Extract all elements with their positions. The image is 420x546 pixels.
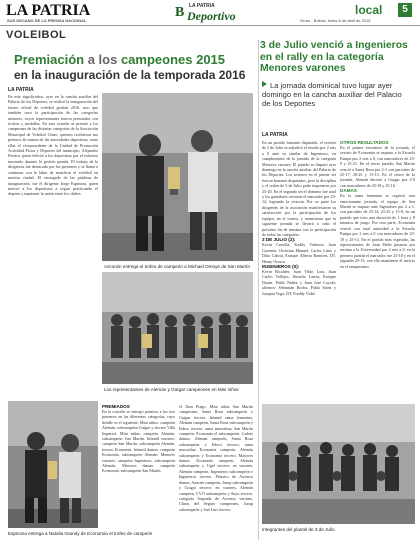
photo-2-caption: Los representantes de Alemán y Gutgar campeones en Mini niños	[104, 387, 239, 392]
right-byline: LA PATRIA	[262, 132, 288, 138]
photo-4-caption: Integrantes del plantel de 3 de Julio	[262, 527, 335, 532]
left-col-3	[102, 404, 175, 526]
photo-mini-ninos	[102, 272, 253, 384]
headline-mid: a los	[84, 52, 121, 67]
damas-text: En la rama femenina se registró otra emocionante jornada, el equipo de San Martín se impuso ante Ingenieros por 2 a 1, con parciales de 25-14, 21-25 y 15-8, en un partido que tuvo una duración de 1 hora y 8 minutos de juego. Por otra parte, Economía venció con total autoridad a la Escuela Pampa por 2 sets a 0 con marcadores de 25-10 y 25-13. En el partido más esperado, las representantes de Juan Pablo pasaron por encima a la Universidad por 2 sets a 0, en la primera partida el marcador fue 25-18 y en el segundo 25-15, con ello mantienen el invicto en el campeonato.	[340, 193, 415, 269]
left-col-1: En este significativo, ayer en la cancha auxiliar del Palacio de los Deportes, se realizó la inauguración del torneo oficial de voleibol gestión 2016, acto que también tuvo la participación de las categorías menores, cuyos representantes fueron premiados con trofeos y medallas. En esta ocasión se premió a los campeones de las distintas categorías de la Asociación Municipal de Voleibol Oruro, quienes recibieron sus premios de manos de las autoridades deportivas, entre ellas el vicepresidente de la Unidad de Promoción Actividad Física y Deportes del municipio, Alejandro Pereira, quien felicitó a los deportistas por el esfuerzo mostrado durante la gestión pasada. El trabajo de la dirigencia fue destacado por los presentes y se llamó a continuar con la labor de masificar el voleibol en nuestra ciudad. El encargado de las palabras de inauguración, fue el dirigente Jorge Espinoza, quien motivó a los deportistas a seguir practicando el deporte y mantener la unión entre los clubes.	[8, 94, 98, 197]
headline-pre: Premiación	[14, 52, 85, 67]
premiados-text: En la ocasión se entregó premios a los tres primeros en las diferentes categorías, cuyo detalle es el siguiente: Mini niños: campeón Alemán, subcampeón Gutgar y tercero Villa Imperial. Mini niñas: campeón Alemán, subcampeón San Martín. Infantil varones: campeón San Martín, subcampeón Alemán, tercero Economía. Infantil damas: campeón Economía, subcampeón Alemán. Menores varones: campeón Ingenieros, subcampeón Alemán. Menores damas: campeón Economía, subcampeón San Martín.	[102, 409, 175, 474]
section-name: local	[355, 3, 383, 17]
right-headline: 3 de Julio venció a Ingenieros en el rally en la categoría Menores varones	[260, 40, 408, 74]
triangle-bullet-icon	[262, 81, 267, 87]
dateline: Oruro - Bolivia, lunes 8 de abril de 2015	[300, 18, 371, 23]
right-col-1	[262, 140, 336, 402]
right-subhead-text: La jornada dominical tuvo lugar ayer domingo en la cancha auxiliar del Palacio de los Deportes	[262, 81, 402, 108]
photo-trophy-san-martin	[102, 93, 253, 261]
right-col-1-text: En un partido bastante disputado, el sexteto de 3 de Julio se adjudicó el triunfo por 2 sets a 0 ante su similar de Ingenieros, en cumplimiento de la jornada de la categoría Menores varones. El partido se disputó ayer domingo en la cancha auxiliar del Palacio de los Deportes. Los sextetos en el primer set fueron bastante disputados, pero la disciplina y el orden de 3 de Julio pudo imponerse por 25-20. En el segundo set el dominio fue total y los ganadores cerraron el marcador por 25-14, logrando la victoria. Por su parte los dirigentes de la asociación manifestaron su satisfacción por la participación de los equipos en el torneo, y anunciaron que la siguiente jornada se llevará a cabo el próximo fin de semana con la participación de todas las categorías.	[262, 140, 336, 237]
section-kicker: VOLEIBOL	[6, 29, 67, 41]
logo-word: Deportivo	[187, 9, 236, 23]
page-number: 5	[398, 3, 412, 17]
ingenieros-text: Kevin Ricaldez, Juan Vildo Lora, Juan Carlos Vallejos, Jhoselio Larrea, Enrique Durán, Pablo Nuñez y Juan José Loyola; alternos: Sebastián Rocha, Pablo Sainz y Joaquín Vega; DT. Freddy Vidal.	[262, 268, 336, 296]
photo-4-image	[262, 404, 415, 524]
photo-2-image	[102, 272, 253, 384]
photo-1-image	[102, 93, 253, 261]
otros-text: En el primer encuentro de la jornada, el sexteto de Economía se impuso a la Escuela Pampa por 2 sets a 0, con marcadores de 25-9 y 25-21. En el tercer partido, San Martín venció a Santa Rosa por 2-1 con parciales de 25-17, 20-25 y 15-13. En el cierre de la jornada, Alemán derrotó a Gutgar por 2-0 con marcadores de 25-18 y 25-16.	[340, 145, 415, 188]
right-subhead	[262, 81, 412, 108]
photo-1-caption: Azcomin entrega el trofeo de campeón a Michael Omoye de San Martín	[104, 264, 251, 269]
deportivo-logo	[175, 3, 247, 23]
right-col-2	[340, 140, 415, 402]
photo-trophy-economia	[8, 401, 98, 528]
newspaper-tagline: SUS DECANO DE LA PRENSA NACIONAL	[7, 18, 87, 23]
left-col-4: el Jhon Prago, Mini niñas San Martín campeones, Santa Rosa subcampeón y Gutgar tercero. Infantil rama femenina, Alemán campeón, Santa Rosa subcampeón y Edeco tercero; rama masculina, San Martín campeón, Economía el subcampeón. Cadete damas: Alemán campeón, Santa Rosa subcampeón y Edeco tercero; rama masculina Economía campeón, Alemán subcampeón y Economía tercero. Mayores damas: Economía campeón, Alemán subcampeón y Ugel tercero; en varones, Alemán campeón, Ingenieros subcampeón e Ingenieros tercero. Primero de Ascenso damas, Azurtes campeón, Jurup subcampeón y Gutgar tercero; en varones, Alemán campeón, CVO subcampeón y Suyu tercero, categoría Segunda de Ascenso varones, Chaos del Seguro campeones, Jurup subcampeón y San Luis tercero.	[179, 404, 253, 512]
headline-green: campeones 2015	[120, 52, 226, 67]
lineup-title: 3 DE JULIO (2):	[262, 237, 296, 243]
lineup-text: Kevin Cravilla, Kaddy Valencia, Juan Guzmán, Christian Manuel, Carlos Limo y Ditto Cabral, Enrique Alberto Ramírez, DT. Henry Orosco.	[262, 242, 336, 264]
column-divider	[258, 40, 259, 540]
photo-3-de-julio-team	[262, 404, 415, 524]
masthead	[0, 0, 420, 26]
ingenieros-title: INGENIEROS (0):	[262, 263, 300, 269]
photo-3-image	[8, 401, 98, 528]
newspaper-brand: LA PATRIA	[6, 2, 91, 19]
logo-small-text: LA PATRIA	[189, 3, 215, 9]
damas-title: DAMAS	[340, 188, 357, 194]
otros-title: OTROS RESULTADOS	[340, 140, 389, 145]
left-byline: LA PATRIA	[8, 87, 34, 93]
premiados-title: PREMIADOS	[102, 404, 130, 409]
headline-line-2: en la inauguración de la temporada 2016	[14, 68, 246, 82]
photo-3-caption: Espinoza entrega a Natalia Grandy de Economía el trofeo de campeón	[8, 531, 153, 536]
logo-letter: B	[175, 5, 185, 20]
headline-line-1	[14, 52, 254, 67]
